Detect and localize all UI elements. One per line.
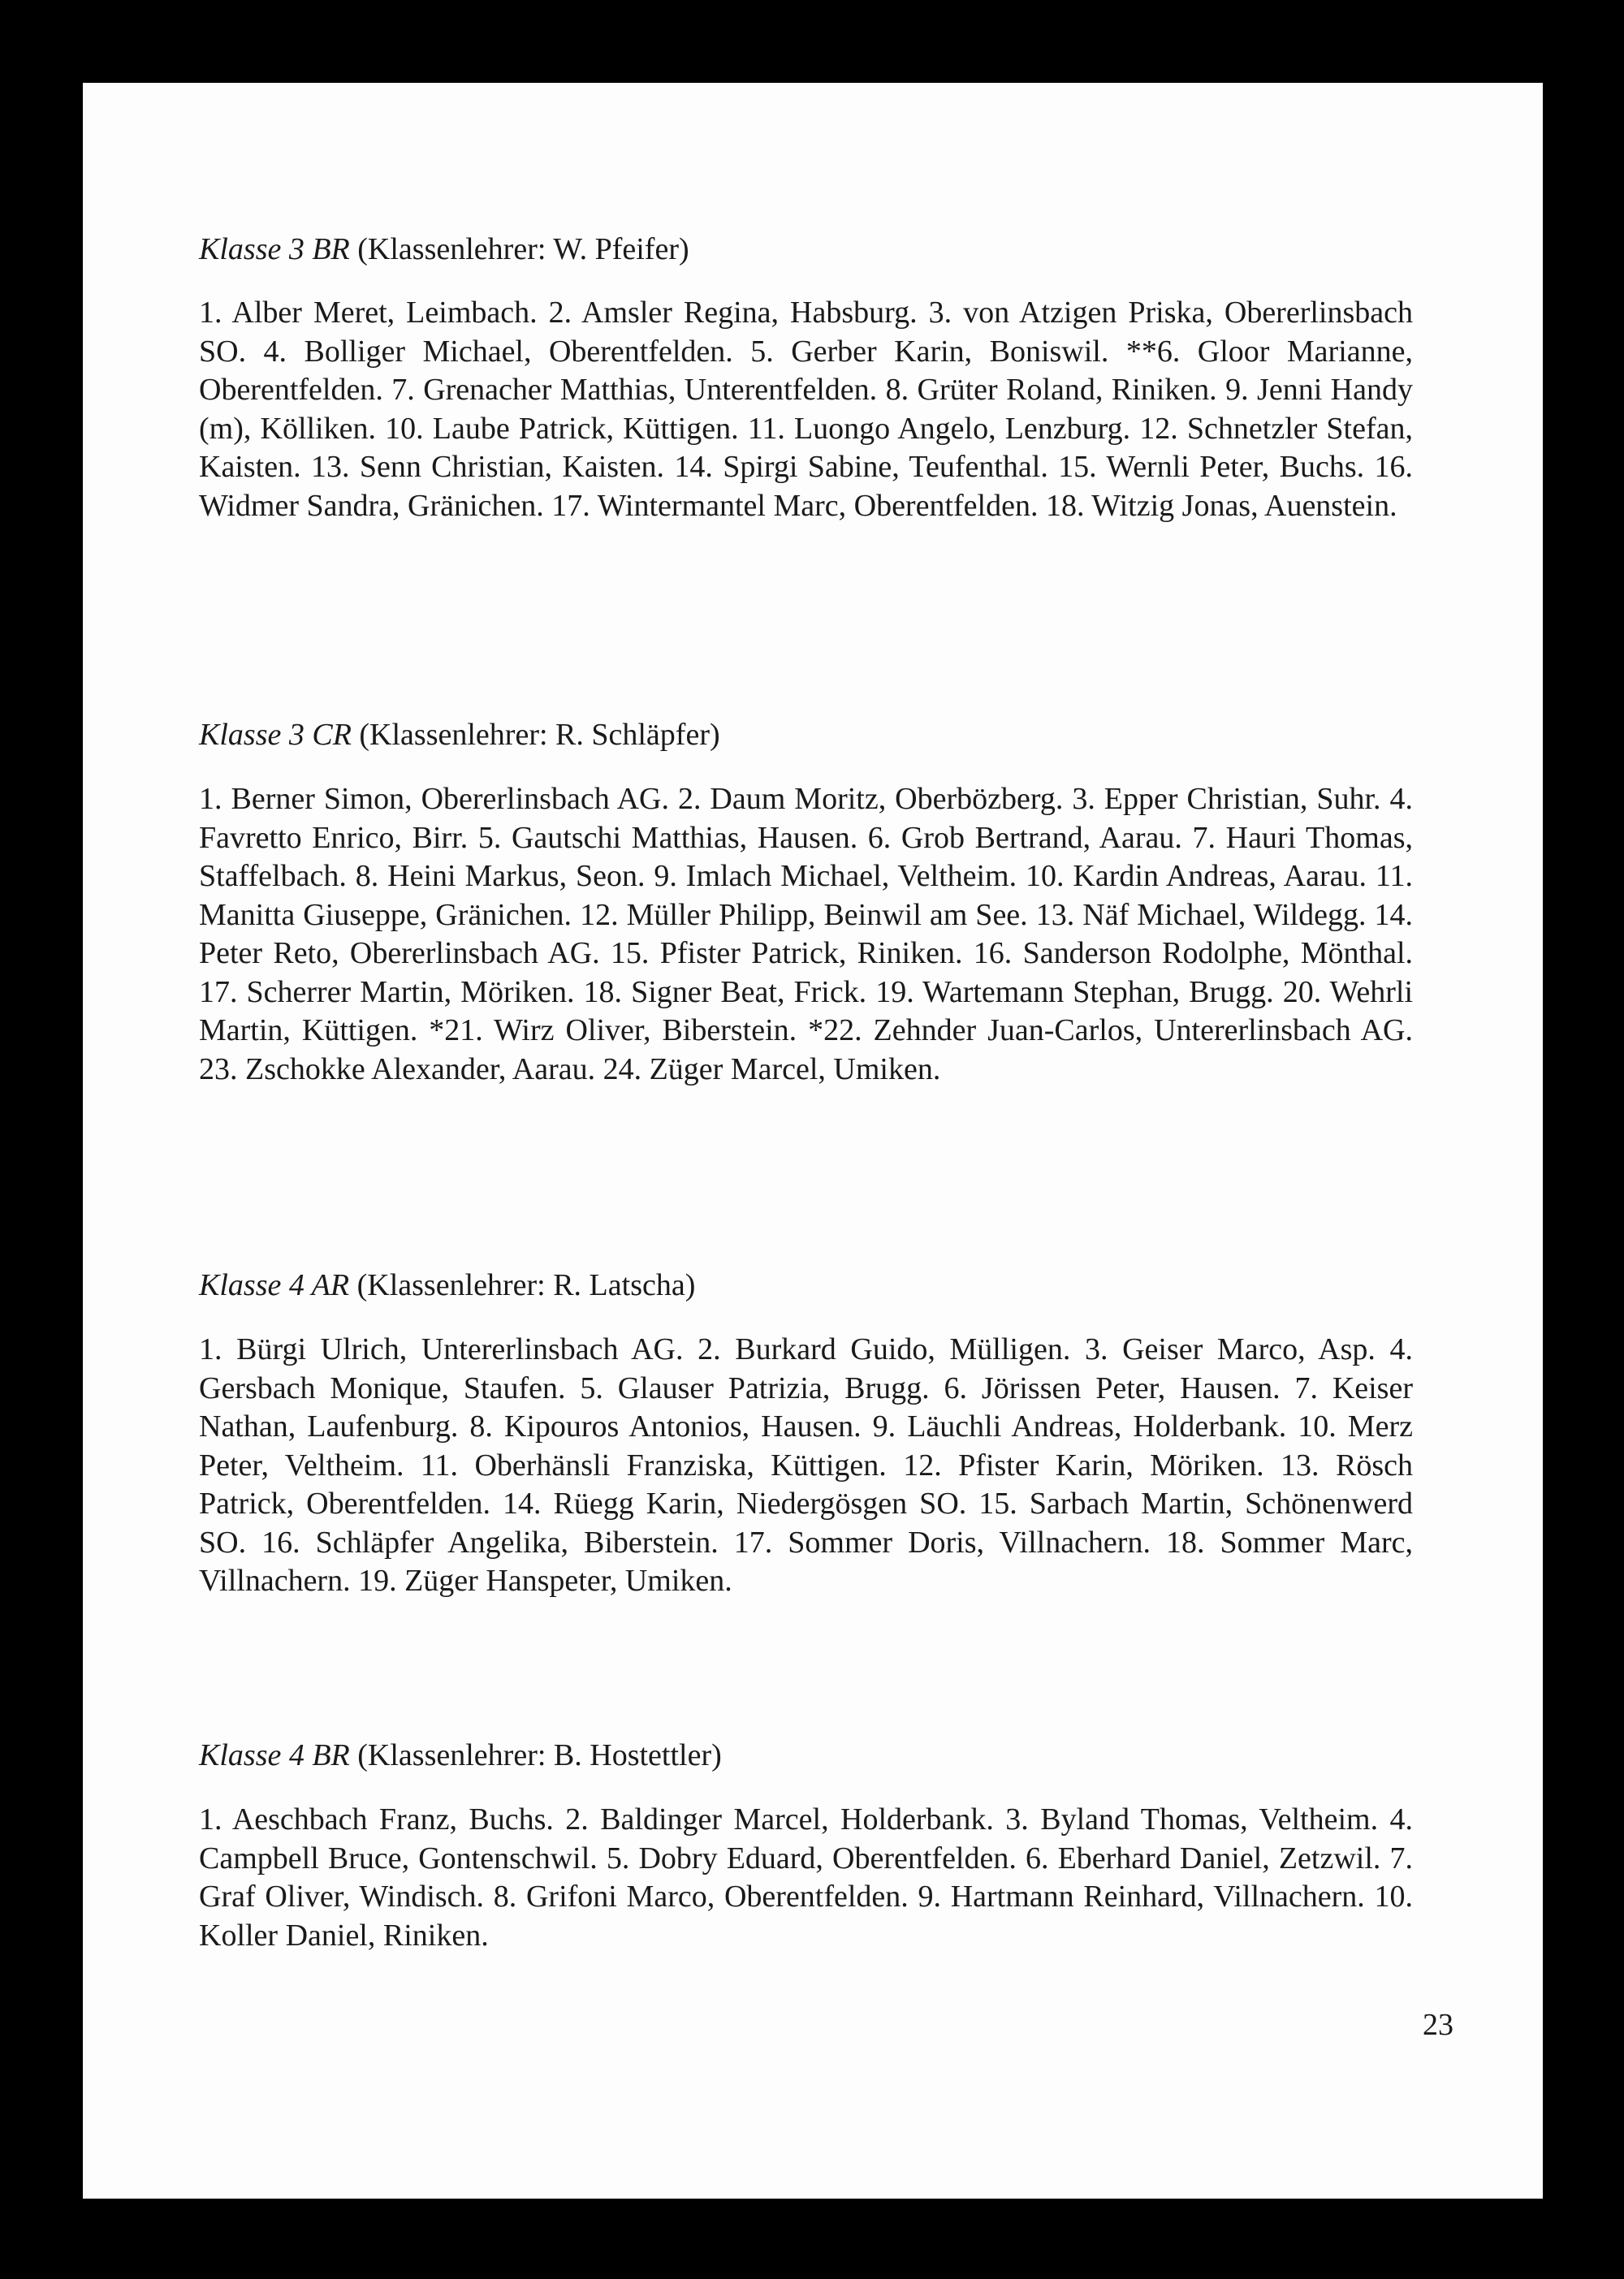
student-list-4ar: 1. Bürgi Ulrich, Untererlinsbach AG. 2. Burkard Guido, Mülligen. 3. Geiser Marco, Asp. 4. Gersbach Monique, Staufen. 5. Glauser Patrizia, Brugg. 6. Jörissen Peter, Hausen. 7. Keiser Nathan, Laufenburg. 8. Kipouros Antonios, Hausen. 9. Läuchli Andreas, Holderbank. 10. Merz Peter, Veltheim. 11. Oberhänsli Franziska, Küttigen. 12. Pfister Karin, Möriken. 13. Rösch Patrick, Oberentfelden. 14. Rüegg Karin, Niedergösgen SO. 15. Sarbach Martin, Schönenwerd SO. 16. Schläpfer Angelika, Biberstein. 17. Sommer Doris, Villnachern. 18. Sommer Marc, Villnachern. 19. Züger Hanspeter, Umiken. xyxy=(199,1332,1413,1598)
class-label: Klasse 4 AR xyxy=(199,1268,350,1302)
teacher-label: (Klassenlehrer: R. Schläpfer) xyxy=(351,718,720,752)
class-label: Klasse 3 BR xyxy=(199,232,350,266)
class-label: Klasse 3 CR xyxy=(199,718,352,752)
student-list-3br: 1. Alber Meret, Leimbach. 2. Amsler Regina, Habsburg. 3. von Atzigen Priska, Obererlinsbach SO. 4. Bolliger Michael, Oberentfelden. 5. Gerber Karin, Boniswil. **6. Gloor Marianne, Oberentfelden. 7. Grenacher Matthias, Unterentfelden. 8. Grüter Roland, Riniken. 9. Jenni Handy (m), Kölliken. 10. Laube Patrick, Küttigen. 11. Luongo Angelo, Lenzburg. 12. Schnetzler Stefan, Kaisten. 13. Senn Christian, Kaisten. 14. Spirgi Sabine, Teufenthal. 15. Wernli Peter, Buchs. 16. Widmer Sandra, Gränichen. 17. Wintermantel Marc, Oberentfelden. 18. Witzig Jonas, Auenstein. xyxy=(199,296,1413,523)
teacher-label: (Klassenlehrer: R. Latscha) xyxy=(349,1268,696,1302)
section-heading-3cr xyxy=(199,716,1413,753)
teacher-label: (Klassenlehrer: W. Pfeifer) xyxy=(349,232,689,266)
section-heading-4br xyxy=(199,1737,1413,1774)
section-heading-4ar xyxy=(199,1267,1413,1304)
section-heading-3br xyxy=(199,231,1413,268)
page-number: 23 xyxy=(1423,2008,1453,2042)
document-page xyxy=(83,83,1543,2199)
class-label: Klasse 4 BR xyxy=(199,1738,350,1772)
student-list-4br: 1. Aeschbach Franz, Buchs. 2. Baldinger Marcel, Holderbank. 3. Byland Thomas, Veltheim. 4. Campbell Bruce, Gontenschwil. 5. Dobry Eduard, Oberentfelden. 6. Eberhard Daniel, Zetzwil. 7. Graf Oliver, Windisch. 8. Grifoni Marco, Oberentfelden. 9. Hartmann Reinhard, Villnachern. 10. Koller Daniel, Riniken. xyxy=(199,1802,1413,1953)
teacher-label: (Klassenlehrer: B. Hostettler) xyxy=(349,1738,722,1772)
student-list-3cr: 1. Berner Simon, Obererlinsbach AG. 2. Daum Moritz, Oberbözberg. 3. Epper Christian, Suhr. 4. Favretto Enrico, Birr. 5. Gautschi Matthias, Hausen. 6. Grob Bertrand, Aarau. 7. Hauri Thomas, Staffelbach. 8. Heini Markus, Seon. 9. Imlach Michael, Veltheim. 10. Kardin Andreas, Aarau. 11. Manitta Giuseppe, Gränichen. 12. Müller Philipp, Beinwil am See. 13. Näf Michael, Wildegg. 14. Peter Reto, Obererlinsbach AG. 15. Pfister Patrick, Riniken. 16. Sanderson Rodolphe, Mönthal. 17. Scherrer Martin, Möriken. 18. Signer Beat, Frick. 19. Wartemann Stephan, Brugg. 20. Wehrli Martin, Küttigen. *21. Wirz Oliver, Biberstein. *22. Zehnder Juan-Carlos, Untererlinsbach AG. 23. Zschokke Alexander, Aarau. 24. Züger Marcel, Umiken. xyxy=(199,782,1413,1086)
